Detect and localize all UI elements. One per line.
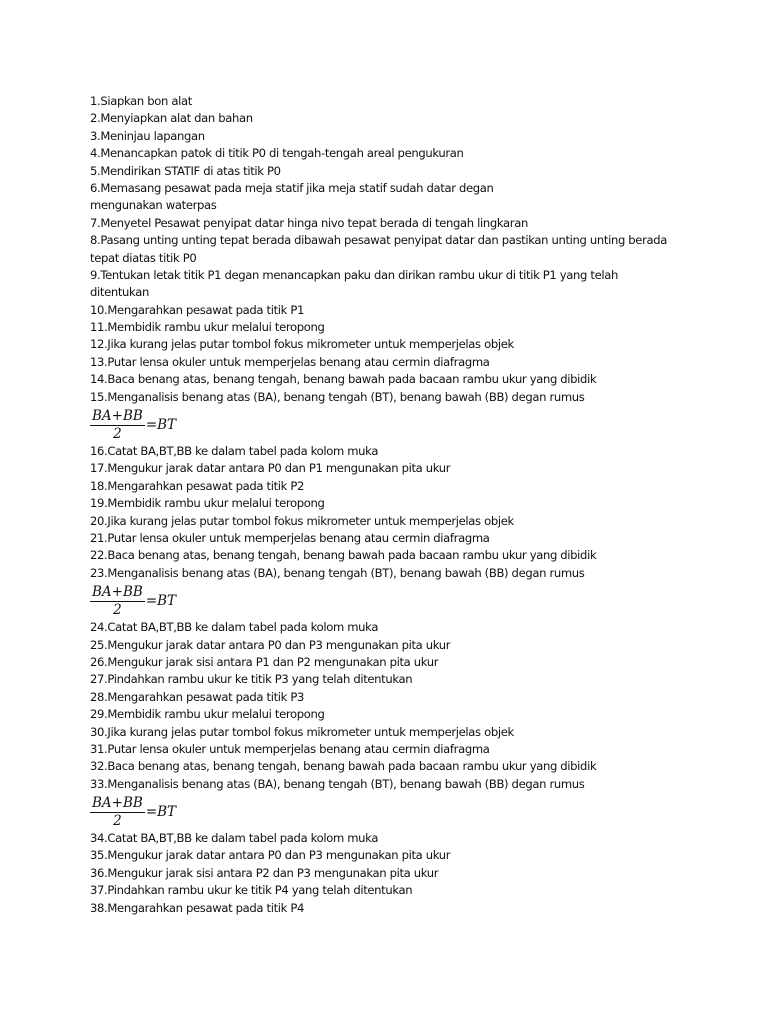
step-5: 5.Mendirikan STATIF di atas titik P0	[90, 163, 281, 178]
step-13: 13.Putar lensa okuler untuk memperjelas benang atau cermin diafragma	[90, 354, 490, 369]
step-2: 2.Menyiapkan alat dan bahan	[90, 111, 253, 126]
formula-bt	[90, 407, 720, 443]
step-26: 26.Mengukur jarak sisi antara P1 dan P2 mengunakan pita ukur	[90, 654, 439, 669]
step-12: 12.Jika kurang jelas putar tombol fokus mikrometer untuk memperjelas objek	[90, 337, 514, 352]
step-1: 1.Siapkan bon alat	[90, 94, 192, 108]
formula-denominator: 2	[113, 425, 122, 442]
formula-numerator: BA+BB	[92, 583, 143, 600]
formula-denominator: 2	[113, 812, 122, 829]
formula-result: =BT	[145, 804, 177, 821]
step-16: 16.Catat BA,BT,BB ke dalam tabel pada kolom muka	[90, 444, 379, 459]
formula-bt	[90, 583, 720, 619]
formula-result: =BT	[145, 593, 177, 610]
step-17: 17.Mengukur jarak datar antara P0 dan P1 mengunakan pita ukur	[90, 461, 451, 476]
step-7: 7.Menyetel Pesawat penyipat datar hinga nivo tepat berada di tengah lingkaran	[90, 215, 528, 230]
step-25: 25.Mengukur jarak datar antara P0 dan P3 mengunakan pita ukur	[90, 637, 451, 652]
step-35: 35.Mengukur jarak datar antara P0 dan P3 mengunakan pita ukur	[90, 848, 451, 863]
formula-denominator: 2	[113, 601, 122, 618]
step-3: 3.Meninjau lapangan	[90, 128, 205, 143]
step-37: 37.Pindahkan rambu ukur ke titik P4 yang telah ditentukan	[90, 883, 413, 898]
formula-bt	[90, 794, 720, 830]
step-6-continuation: mengunakan waterpas	[90, 198, 217, 213]
step-23: 23.Menganalisis benang atas (BA), benang tengah (BT), benang bawah (BB) degan rumus	[90, 565, 585, 580]
step-11: 11.Membidik rambu ukur melalui teropong	[90, 320, 325, 335]
formula-fraction	[90, 796, 145, 829]
step-14: 14.Baca benang atas, benang tengah, benang bawah pada bacaan rambu ukur yang dibidik	[90, 372, 597, 387]
formula-fraction	[90, 409, 145, 442]
step-9-continuation: ditentukan	[90, 285, 149, 300]
step-8: 8.Pasang unting unting tepat berada dibawah pesawat penyipat datar dan pastikan unting unting berada	[90, 233, 668, 248]
step-27: 27.Pindahkan rambu ukur ke titik P3 yang telah ditentukan	[90, 672, 413, 687]
step-24: 24.Catat BA,BT,BB ke dalam tabel pada kolom muka	[90, 620, 379, 635]
step-9: 9.Tentukan letak titik P1 degan menancapkan paku dan dirikan rambu ukur di titik P1 yang telah	[90, 267, 618, 282]
step-18: 18.Mengarahkan pesawat pada titik P2	[90, 478, 305, 493]
formula-numerator: BA+BB	[92, 407, 143, 424]
document-body	[90, 93, 720, 917]
step-34: 34.Catat BA,BT,BB ke dalam tabel pada kolom muka	[90, 831, 379, 846]
step-8-continuation: tepat diatas titik P0	[90, 250, 197, 265]
step-31: 31.Putar lensa okuler untuk memperjelas benang atau cermin diafragma	[90, 741, 490, 756]
step-22: 22.Baca benang atas, benang tengah, benang bawah pada bacaan rambu ukur yang dibidik	[90, 548, 597, 563]
step-10: 10.Mengarahkan pesawat pada titik P1	[90, 302, 305, 317]
step-38: 38.Mengarahkan pesawat pada titik P4	[90, 900, 305, 915]
formula-numerator: BA+BB	[92, 794, 143, 811]
step-36: 36.Mengukur jarak sisi antara P2 dan P3 mengunakan pita ukur	[90, 865, 439, 880]
step-4: 4.Menancapkan patok di titik P0 di tengah-tengah areal pengukuran	[90, 146, 464, 161]
step-30: 30.Jika kurang jelas putar tombol fokus mikrometer untuk memperjelas objek	[90, 724, 514, 739]
step-15: 15.Menganalisis benang atas (BA), benang tengah (BT), benang bawah (BB) degan rumus	[90, 389, 585, 404]
step-32: 32.Baca benang atas, benang tengah, benang bawah pada bacaan rambu ukur yang dibidik	[90, 759, 597, 774]
step-6: 6.Memasang pesawat pada meja statif jika meja statif sudah datar degan	[90, 180, 494, 195]
step-33: 33.Menganalisis benang atas (BA), benang tengah (BT), benang bawah (BB) degan rumus	[90, 776, 585, 791]
formula-result: =BT	[145, 417, 177, 434]
step-19: 19.Membidik rambu ukur melalui teropong	[90, 496, 325, 511]
formula-fraction	[90, 585, 145, 618]
step-20: 20.Jika kurang jelas putar tombol fokus mikrometer untuk memperjelas objek	[90, 513, 514, 528]
step-21: 21.Putar lensa okuler untuk memperjelas benang atau cermin diafragma	[90, 530, 490, 545]
step-28: 28.Mengarahkan pesawat pada titik P3	[90, 689, 305, 704]
step-29: 29.Membidik rambu ukur melalui teropong	[90, 707, 325, 722]
